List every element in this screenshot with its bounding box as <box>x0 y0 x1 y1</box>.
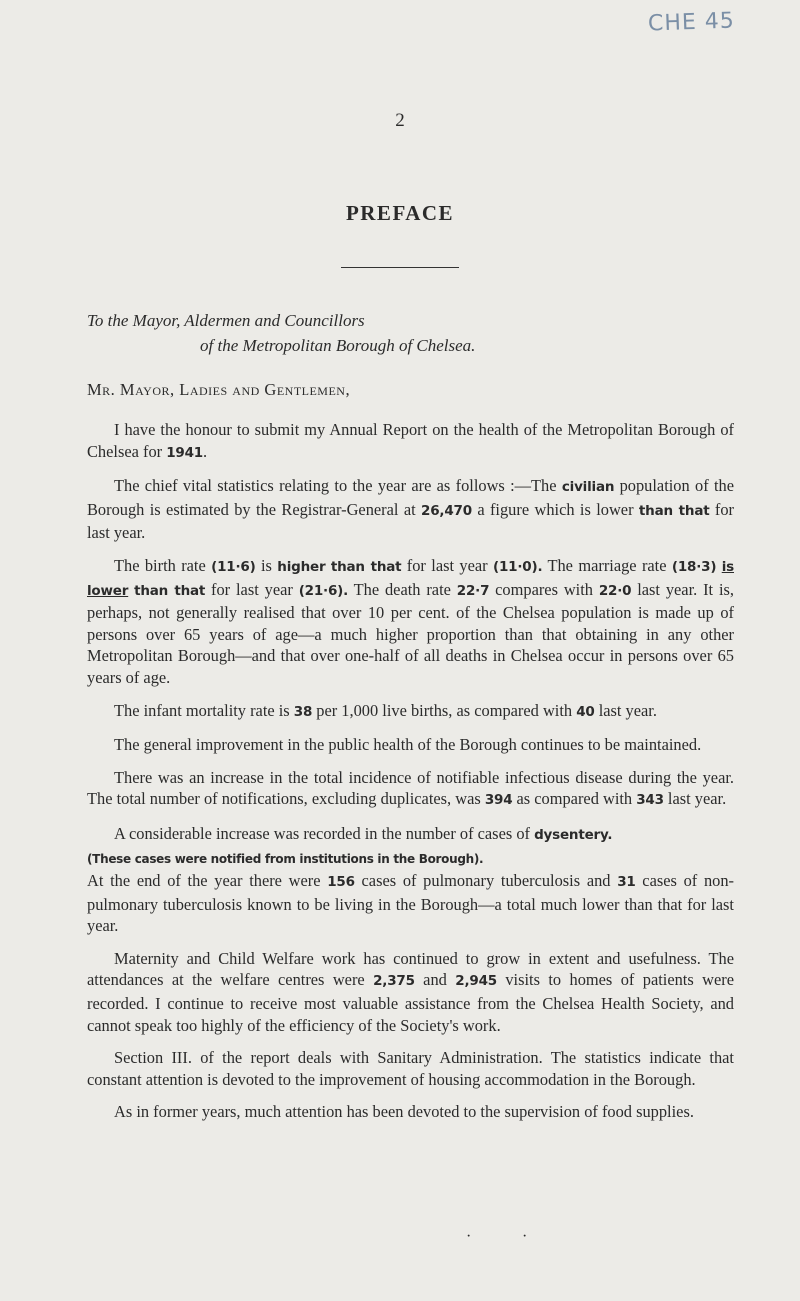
scan-mark: · <box>522 1228 528 1245</box>
text-run: as compared with <box>512 789 637 809</box>
address-line-1: To the Mayor, Aldermen and Councillors <box>87 311 365 330</box>
paragraph-sanitary: Section III. of the report deals with Sanitary Administration. The statistics indicate that constant attention is devoted to the improvement of housing accommodation in the Borough. <box>87 1048 734 1089</box>
text-run: compares with <box>489 579 599 599</box>
paragraph-infant-mortality <box>87 700 734 724</box>
comparison-phrase: than that <box>330 558 402 575</box>
report-year: 1941 <box>166 444 203 461</box>
text-run: a figure which is lower <box>471 499 639 519</box>
text-run: for last year. <box>87 499 735 543</box>
text-run: is <box>255 555 278 575</box>
institutions-note: (These cases were notified from institutions in the Borough). <box>87 851 484 866</box>
text-run: for last year <box>205 579 299 599</box>
address-line-2: of the Metropolitan Borough of Chelsea. <box>200 336 476 355</box>
pulmonary-cases: 156 <box>327 874 355 891</box>
comparison-phrase: than that <box>134 582 206 599</box>
birth-rate-value: (11·6) <box>211 558 256 575</box>
archive-code: CHE 45 <box>647 8 736 37</box>
paragraph-maternity <box>87 948 734 1036</box>
marriage-rate-previous: (21·6). <box>298 582 349 599</box>
text-run: cases of non-pulmonary tuberculosis known to be living in the Borough—a total much lower than that for last year. <box>87 871 734 936</box>
text-run: There was an increase in the total incidence of notifiable infectious disease during the year. The total number of notifications, excluding duplicates, was <box>87 767 734 809</box>
comparison-phrase: than that <box>638 502 710 519</box>
death-rate-previous: 22·0 <box>598 582 632 599</box>
text-run: for last year <box>401 555 493 575</box>
paragraph-food-supplies: As in former years, much attention has been devoted to the supervision of food supplies. <box>114 1102 694 1122</box>
text-run: population of the Borough is estimated by the Registrar-General at <box>87 476 734 519</box>
paragraph-report-intro <box>87 419 734 464</box>
non-pulmonary-cases: 31 <box>617 874 636 891</box>
text-run: The chief vital statistics relating to the year are as follows :—The <box>114 476 562 496</box>
birth-rate-previous: (11·0). <box>493 558 543 575</box>
text-run: visits to homes of patients were recorded. I continue to receive most valuable assistance from the Chelsea Health Society, and cannot speak too highly of the efficiency of the Society's work. <box>87 970 734 1035</box>
address-block <box>87 308 475 358</box>
population-value: 26,470 <box>421 502 472 519</box>
paragraph-dysentery <box>87 823 734 870</box>
page-title: PREFACE <box>345 201 455 225</box>
paragraph-general-improvement: The general improvement in the public health of the Borough continues to be maintained. <box>114 735 702 755</box>
salutation: Mr. Mayor, Ladies and Gentlemen, <box>87 380 351 399</box>
infant-mortality-previous: 40 <box>576 703 595 720</box>
text-run: cases of pulmonary tuberculosis and <box>354 871 618 891</box>
text-run: I have the honour to submit my Annual Report on the health of the Metropolitan Borough of Chelsea for <box>87 420 734 461</box>
infant-mortality-value: 38 <box>293 703 313 720</box>
paragraph-notifications <box>87 767 734 812</box>
text-run: last year. <box>594 700 657 720</box>
text-run: . <box>202 441 208 461</box>
paragraph-vital-rates <box>87 555 734 689</box>
death-rate-value: 22·7 <box>456 582 490 599</box>
paragraph-tuberculosis <box>87 870 734 937</box>
text-run: The marriage rate <box>542 555 672 575</box>
is-lower-phrase: is lower <box>87 558 734 599</box>
text-run: and <box>414 970 456 990</box>
notifications-previous: 343 <box>636 792 664 809</box>
text-run: last year. <box>663 789 727 809</box>
home-visits-value: 2,945 <box>455 973 497 990</box>
text-run: At the end of the year there were <box>87 871 328 891</box>
text-run: The infant mortality rate is <box>114 700 294 720</box>
text-run: last year. It is, perhaps, not generally realised that over 10 per cent. of the Chelsea population is made up of persons over 65 years of age—a much higher proportion than that obtaining in any other Metropolitan Borough—and that over one-half of all deaths in Chelsea occur in persons over 65 years of age. <box>87 579 734 687</box>
marriage-rate-value: (18·3) <box>671 558 717 575</box>
notifications-value: 394 <box>484 792 513 809</box>
text-run: A considerable increase was recorded in the number of cases of <box>114 823 535 843</box>
body-text <box>87 419 734 1134</box>
disease-name: dysentery. <box>534 826 613 843</box>
text-run: per 1,000 live births, as compared with <box>312 700 577 720</box>
text-run: The birth rate <box>114 555 212 575</box>
text-run: The death rate <box>348 579 457 599</box>
title-rule <box>341 267 459 268</box>
text-run: Maternity and Child Welfare work has continued to grow in extent and usefulness. The attendances at the welfare centres were <box>87 948 734 990</box>
civilian-word: civilian <box>561 479 615 496</box>
higher-word: higher <box>277 558 326 575</box>
scan-mark: · <box>466 1228 472 1245</box>
paragraph-population <box>87 475 734 544</box>
page-number: 2 <box>395 110 405 131</box>
attendances-value: 2,375 <box>373 973 415 990</box>
